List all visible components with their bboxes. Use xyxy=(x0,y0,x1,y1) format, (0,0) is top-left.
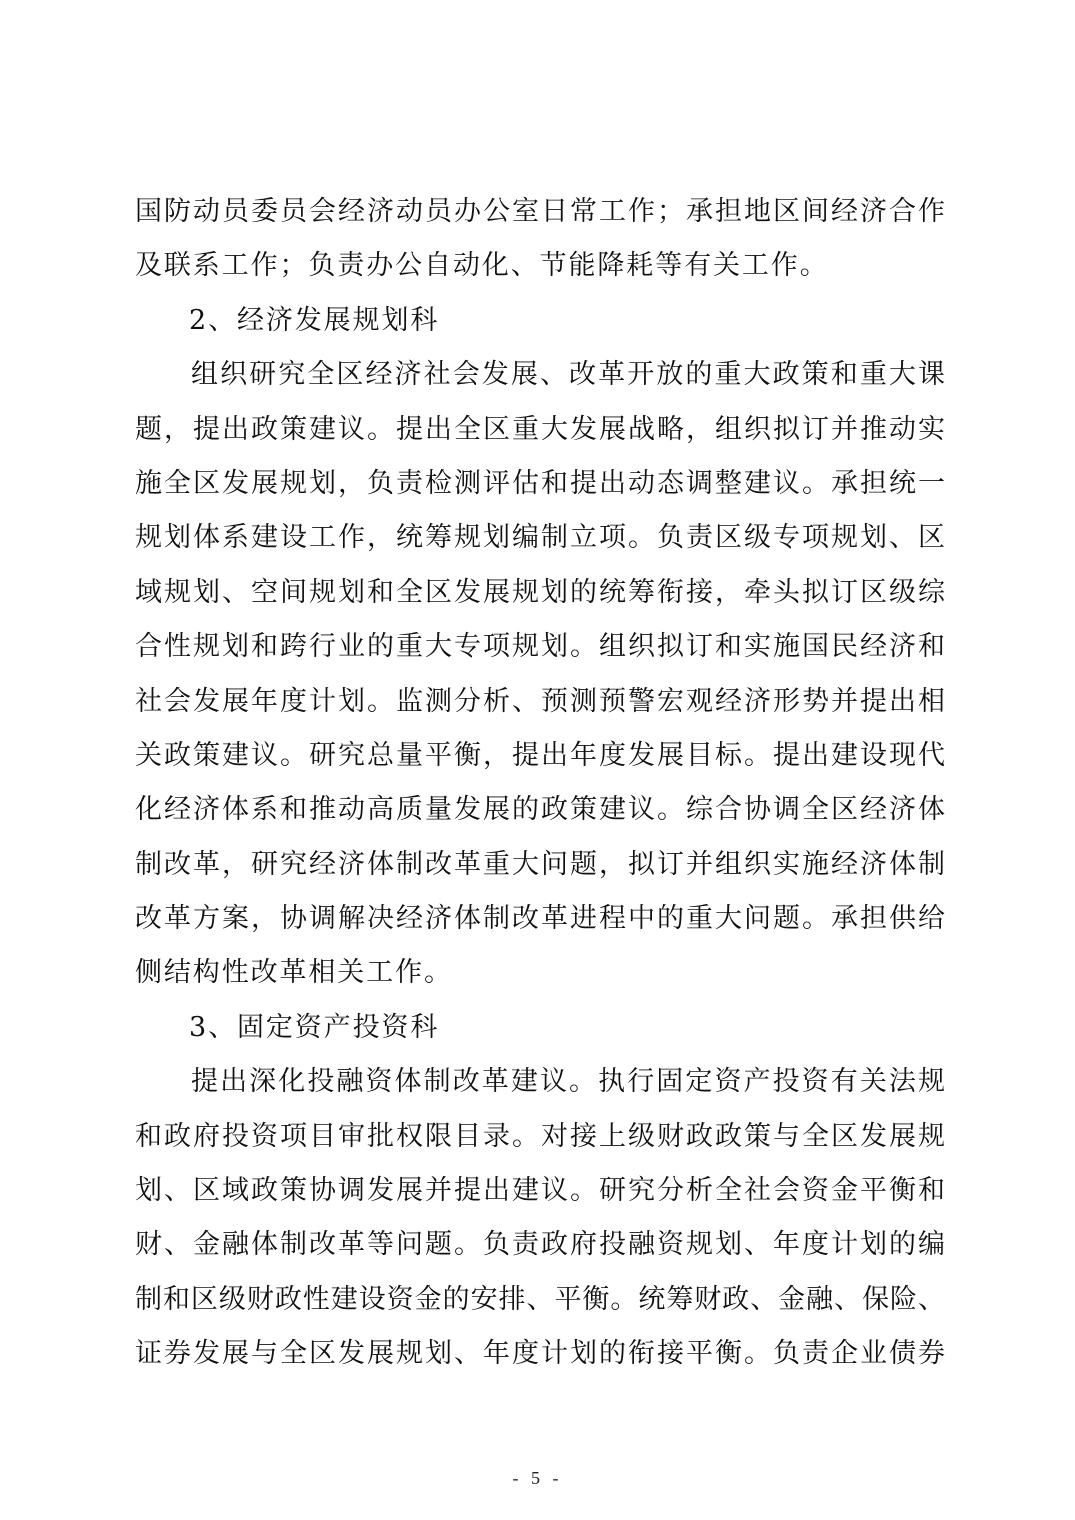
document-body xyxy=(135,185,945,1382)
section-economic-planning xyxy=(135,294,945,1001)
intro-paragraph xyxy=(135,185,945,294)
text-line: 施全区发展规划，负责检测评估和提出动态调整建议。承担统一 xyxy=(135,467,945,499)
section-fixed-asset-investment xyxy=(135,1001,945,1382)
text-line: 划、区域政策协调发展并提出建议。研究分析全社会资金平衡和 xyxy=(135,1175,945,1207)
section-heading: 3、固定资产投资科 xyxy=(189,1011,440,1043)
text-line: 财、金融体制改革等问题。负责政府投融资规划、年度计划的编 xyxy=(135,1229,945,1261)
text-line: 及联系工作；负责办公自动化、节能降耗等有关工作。 xyxy=(135,250,829,282)
text-line: 化经济体系和推动高质量发展的政策建议。综合协调全区经济体 xyxy=(135,794,945,826)
text-line: 合性规划和跨行业的重大专项规划。组织拟订和实施国民经济和 xyxy=(135,631,945,663)
text-line: 制改革，研究经济体制改革重大问题，拟订并组织实施经济体制 xyxy=(135,848,945,880)
text-line: 证券发展与全区发展规划、年度计划的衔接平衡。负责企业债券 xyxy=(135,1338,945,1370)
section-heading: 2、经济发展规划科 xyxy=(189,304,440,336)
text-line: 社会发展年度计划。监测分析、预测预警宏观经济形势并提出相 xyxy=(135,685,945,717)
text-line: 改革方案，协调解决经济体制改革进程中的重大问题。承担供给 xyxy=(135,903,945,935)
text-line: 制和区级财政性建设资金的安排、平衡。统筹财政、金融、保险、 xyxy=(135,1283,945,1315)
text-line: 域规划、空间规划和全区发展规划的统筹衔接，牵头拟订区级综 xyxy=(135,576,945,608)
text-line: 侧结构性改革相关工作。 xyxy=(135,957,453,989)
text-line: 关政策建议。研究总量平衡，提出年度发展目标。提出建设现代 xyxy=(135,739,945,771)
text-line: 规划体系建设工作，统筹规划编制立项。负责区级专项规划、区 xyxy=(135,522,945,554)
text-line: 组织研究全区经济社会发展、改革开放的重大政策和重大课 xyxy=(191,359,945,391)
text-line: 和政府投资项目审批权限目录。对接上级财政政策与全区发展规 xyxy=(135,1120,945,1152)
text-line: 题，提出政策建议。提出全区重大发展战略，组织拟订并推动实 xyxy=(135,413,945,445)
page-number: - 5 - xyxy=(512,1468,563,1488)
text-line: 国防动员委员会经济动员办公室日常工作；承担地区间经济合作 xyxy=(135,196,945,227)
text-line: 提出深化投融资体制改革建议。执行固定资产投资有关法规 xyxy=(191,1066,945,1098)
